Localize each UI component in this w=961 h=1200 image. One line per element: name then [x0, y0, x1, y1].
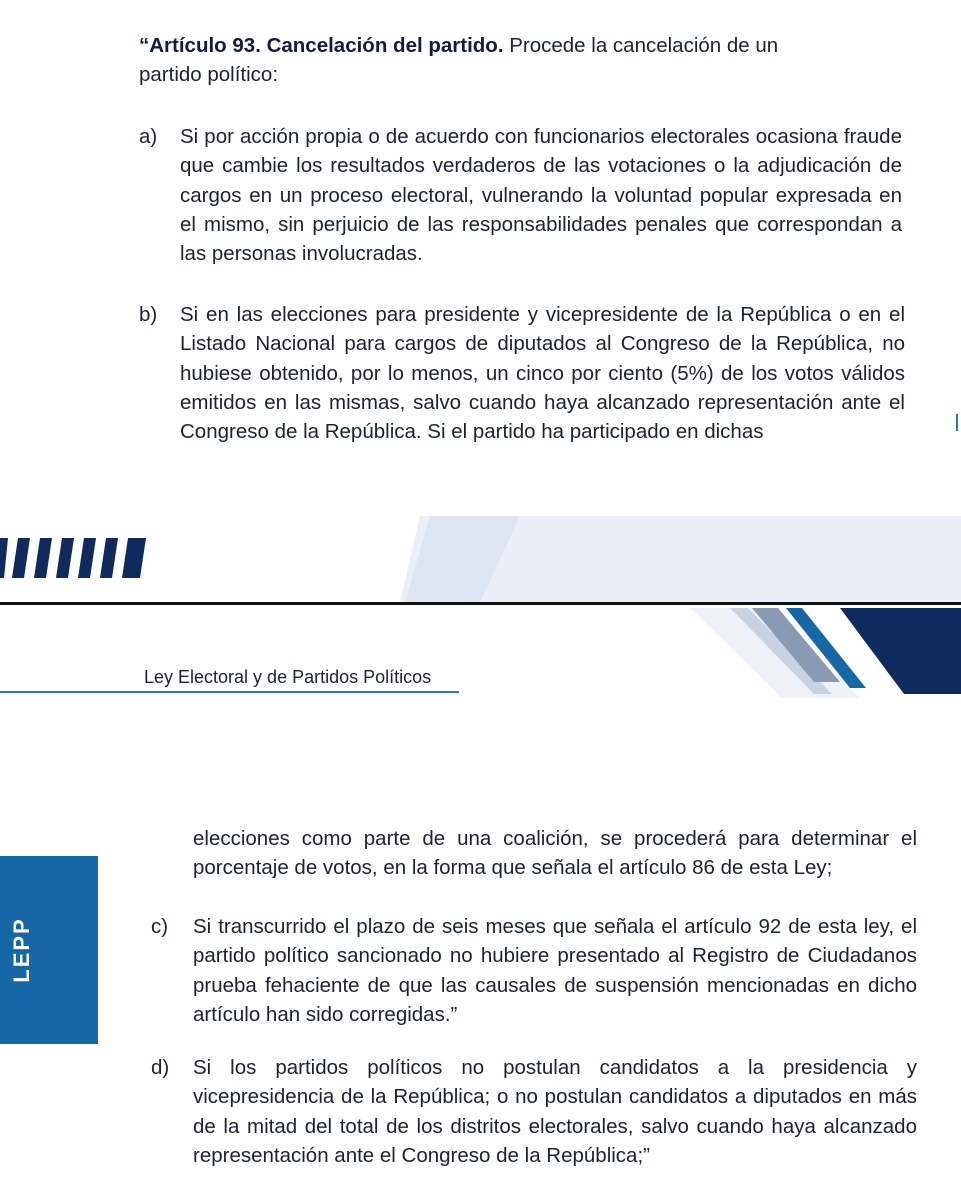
running-head: Ley Electoral y de Partidos Políticos — [144, 667, 432, 687]
list-item-a — [139, 122, 902, 272]
list-item-c — [151, 912, 917, 1032]
item-a-line: popular expresada en el mismo, sin perjuicio de las responsabilidades — [180, 183, 902, 236]
item-b-line: no hubiese obtenido, por lo menos, un cinco por ciento (5%) de los votos — [180, 332, 905, 385]
running-head-rule — [0, 691, 459, 693]
item-c-line: artículo han sido corregidas.” — [193, 1002, 458, 1026]
page-divider — [0, 602, 961, 605]
item-a-line: penales que correspondan a las personas involucradas. — [180, 212, 902, 266]
item-label-a: a) — [139, 125, 158, 148]
item-c-line: prueba fehaciente de que las causales de suspensión mencionadas en dicho — [193, 973, 917, 997]
item-text-d — [193, 1053, 917, 1170]
item-a-line: Si por acción propia o de acuerdo con funcionarios electorales ocasiona — [180, 125, 838, 148]
item-b-line: ante el Congreso de la República. Si el partido ha participado en dichas — [180, 390, 905, 444]
footer-band — [0, 512, 961, 602]
item-b-line: Si en las elecciones para presidente y vicepresidente de la República o en — [180, 303, 882, 326]
margin-mark — [956, 414, 958, 431]
item-label-b: b) — [139, 303, 158, 326]
item-label-c: c) — [151, 915, 169, 938]
item-text-c — [193, 912, 917, 1029]
item-a-line: fraude que cambie los resultados verdaderos de las votaciones o la — [180, 125, 902, 178]
item-d-line: Si los partidos políticos no postulan candidatos a la presidencia y — [193, 1056, 917, 1079]
item-b-continued — [193, 824, 917, 883]
item-text-a — [180, 122, 902, 268]
item-b-line: válidos emitidos en las mismas, salvo cuando haya alcanzado representación — [180, 361, 905, 414]
header-band — [690, 608, 961, 698]
item-d-line: alcanzado representación ante el Congreso de la República;” — [193, 1114, 917, 1167]
item-a-line: adjudicación de cargos en un proceso electoral, vulnerando la voluntad — [180, 154, 902, 207]
item-label-d: d) — [151, 1056, 170, 1079]
article-heading — [139, 31, 902, 90]
article-intro-line1: Procede la cancelación de un — [503, 34, 779, 57]
item-d-line: más de la mitad del total de los distritos electorales, salvo cuando haya — [193, 1085, 917, 1138]
item-d-line: vicepresidencia de la República; o no postulan candidatos a diputados en — [193, 1085, 872, 1109]
item-b-cont-line: porcentaje de votos, en la forma que señala el artículo 86 de esta Ley; — [193, 856, 833, 880]
side-tab-label: LEPP — [9, 917, 34, 983]
item-c-line: Si transcurrido el plazo de seis meses que señala el artículo 92 de esta ley, el — [193, 915, 917, 938]
list-item-d — [151, 1053, 917, 1173]
item-b-line: el Listado Nacional para cargos de diputados al Congreso de la República, — [180, 303, 906, 356]
list-item-b — [139, 300, 905, 450]
item-c-line: partido político sancionado no hubiere presentado al Registro de Ciudadanos — [193, 944, 917, 968]
item-text-b — [180, 300, 905, 446]
item-b-cont-line: elecciones como parte de una coalición, se procederá para determinar el — [193, 827, 917, 850]
article-title: “Artículo 93. Cancelación del partido. — [139, 34, 504, 57]
article-intro-line2: partido político: — [139, 63, 279, 87]
footer-stripes — [0, 538, 146, 578]
